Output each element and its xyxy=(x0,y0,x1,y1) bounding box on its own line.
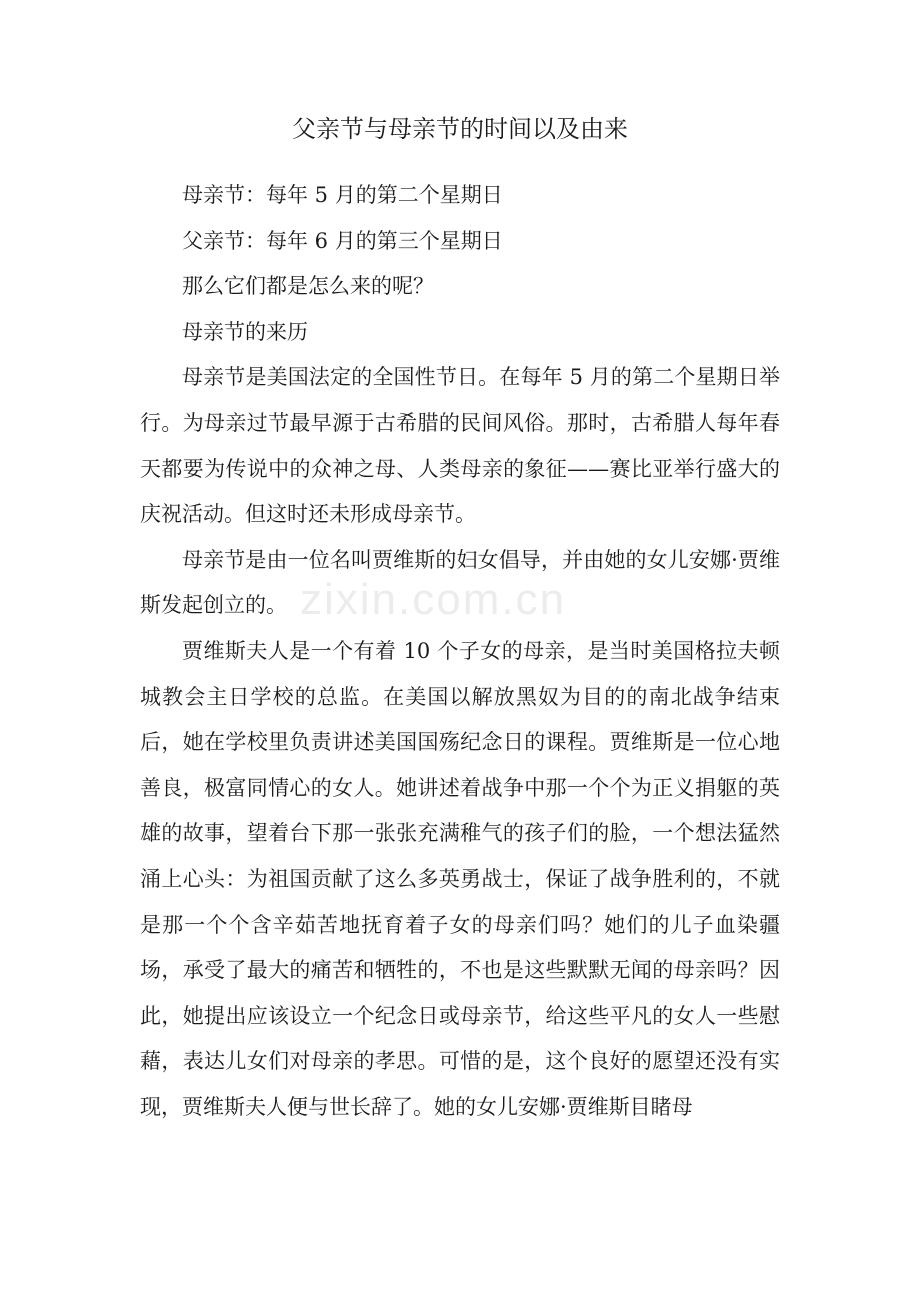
paragraph-fathers-day-date: 父亲节：每年 6 月的第三个星期日 xyxy=(182,228,503,253)
section-heading-mothers-day-origin: 母亲节的来历 xyxy=(182,319,308,344)
document-body xyxy=(140,173,780,1130)
paragraph-mothers-day-date: 母亲节：每年 5 月的第二个星期日 xyxy=(182,183,503,207)
paragraph-jarvis-story: 贾维斯夫人是一个有着 10 个子女的母亲，是当时美国格拉夫顿城教会主日学校的总监。在美国以解放黑奴为目的的南北战争结束后，她在学校里负责讲述美国国殇纪念日的课程。贾维斯是一位心地善良，极富同情心的女人。她讲述着战争中那一个个为正义捐躯的英雄的故事，望着台下那一张张充满稚气的孩子们的脸，一个想法猛然涌上心头：为祖国贡献了这么多英勇战士，保证了战争胜利的，不就是那一个个含辛茹苦地抚育着子女的母亲们吗？她们的儿子血染疆场，承受了最大的痛苦和牺牲的，不也是这些默默无闻的母亲吗？因此，她提出应该设立一个纪念日或母亲节，给这些平凡的女人一些慰藉，表达儿女们对母亲的孝思。可惜的是，这个良好的愿望还没有实现，贾维斯夫人便与世长辞了。她的女儿安娜·贾维斯目睹母 xyxy=(140,638,780,1119)
paragraph-question: 那么它们都是怎么来的呢？ xyxy=(182,274,434,299)
document-title: 父亲节与母亲节的时间以及由来 xyxy=(292,115,628,143)
paragraph-origin-intro: 母亲节是美国法定的全国性节日。在每年 5 月的第二个星期日举行。为母亲过节最早源于古希腊的民间风俗。那时，古希腊人每年春天都要为传说中的众神之母、人类母亲的象征——赛比亚举行盛大的庆祝活动。但这时还未形成母亲节。 xyxy=(140,365,780,527)
watermark: zixin.com.cn xyxy=(300,575,567,624)
paragraph-founder: 母亲节是由一位名叫贾维斯的妇女倡导，并由她的女儿安娜·贾维斯发起创立的。 xyxy=(140,547,780,618)
